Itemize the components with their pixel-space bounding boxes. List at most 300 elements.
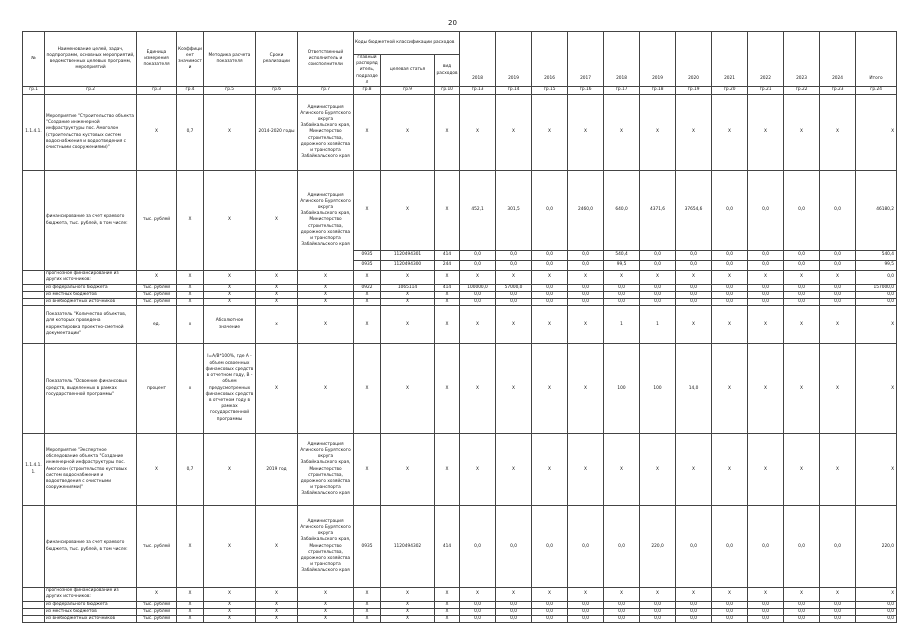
header-year: 2024 <box>820 32 856 87</box>
cell-grbs: 0922 <box>354 284 381 291</box>
cell-value: 0,0 <box>604 291 640 298</box>
cell-unit: процент <box>137 344 177 434</box>
cell-grbs: X <box>354 344 381 434</box>
cell-value: X <box>820 306 856 344</box>
row-num: 1.1.4.1. <box>23 95 45 171</box>
cell-value: 0,0 <box>784 171 820 251</box>
row-num <box>23 601 45 608</box>
header-coef: Коэффициент значимости <box>177 32 204 87</box>
cell-value: 0,0 <box>604 608 640 615</box>
cell-value: 0,0 <box>712 284 748 291</box>
cell-grbs: X <box>354 588 381 601</box>
cell-coef: x <box>177 344 204 434</box>
cell-term: X <box>256 616 298 623</box>
cell-value: X <box>640 588 676 601</box>
column-numbers-row <box>23 87 897 95</box>
cell-coef: X <box>177 608 204 615</box>
cell-value: 0,0 <box>568 608 604 615</box>
cell-csr: X <box>381 291 435 298</box>
cell-coef: 0,7 <box>177 95 204 171</box>
row-name: финансирование за счет краевого бюджета, тыс. рублей, в том числе: <box>45 171 137 271</box>
cell-value: 0,0 <box>712 298 748 305</box>
cell-value: 640,0 <box>604 171 640 251</box>
cell-value: 540,4 <box>604 251 640 261</box>
header-resp: Ответственный исполнитель и соисполнители <box>298 32 354 87</box>
cell-unit: тыс. рублей <box>137 291 177 298</box>
row-name: из местных бюджетов <box>45 608 137 615</box>
cell-unit: X <box>137 588 177 601</box>
table-row <box>23 171 897 251</box>
cell-value: 0,0 <box>712 506 748 588</box>
cell-coef: X <box>177 588 204 601</box>
cell-value: 0,0 <box>712 171 748 251</box>
cell-value: 0,0 <box>496 298 532 305</box>
cell-value: 2460,0 <box>568 171 604 251</box>
column-number: гр.10 <box>435 87 460 95</box>
cell-value: 0,0 <box>784 608 820 615</box>
cell-value: 0,0 <box>748 251 784 261</box>
cell-total: 0,0 <box>856 271 897 284</box>
header-term: Сроки реализации <box>256 32 298 87</box>
cell-csr: X <box>381 298 435 305</box>
cell-value: 0,0 <box>532 608 568 615</box>
cell-total: 46180,2 <box>856 171 897 251</box>
row-num <box>23 306 45 344</box>
cell-value: 0,0 <box>640 601 676 608</box>
cell-vr: X <box>435 601 460 608</box>
cell-value: 0,0 <box>712 251 748 261</box>
header-grbs: главный распорядитель, подраздел <box>354 55 381 87</box>
row-num <box>23 271 45 284</box>
cell-csr: X <box>381 588 435 601</box>
cell-term: X <box>256 506 298 588</box>
cell-value: 0,0 <box>604 298 640 305</box>
cell-value: X <box>712 306 748 344</box>
cell-total: 220,0 <box>856 506 897 588</box>
cell-value: X <box>784 306 820 344</box>
cell-method: X <box>204 284 256 291</box>
column-number: гр.13 <box>460 87 496 95</box>
cell-term: X <box>256 171 298 271</box>
cell-value: 0,0 <box>496 616 532 623</box>
page-number: 20 <box>448 19 457 27</box>
cell-value: X <box>460 95 496 171</box>
header-csr: целевая статья <box>381 55 435 87</box>
cell-value: 0,0 <box>460 608 496 615</box>
cell-value: X <box>676 271 712 284</box>
cell-value: 0,0 <box>712 261 748 271</box>
cell-value: 0,0 <box>820 608 856 615</box>
cell-unit: тыс. рублей <box>137 171 177 271</box>
column-number: гр.19 <box>676 87 712 95</box>
header-year: 2022 <box>748 32 784 87</box>
cell-value: 0,0 <box>676 616 712 623</box>
column-number: гр.5 <box>204 87 256 95</box>
cell-value: 0,0 <box>676 291 712 298</box>
row-num <box>23 298 45 305</box>
cell-unit: тыс. рублей <box>137 298 177 305</box>
cell-value: X <box>712 588 748 601</box>
cell-csr: X <box>381 344 435 434</box>
cell-value: X <box>496 588 532 601</box>
cell-value: 220,0 <box>640 506 676 588</box>
cell-csr: X <box>381 601 435 608</box>
row-name: Показатель "Освоение финансовых средств, выделенных в рамках государственной программы" <box>45 344 137 434</box>
cell-value: X <box>784 95 820 171</box>
cell-value: 0,0 <box>568 616 604 623</box>
cell-value: X <box>748 344 784 434</box>
column-number: гр.9 <box>381 87 435 95</box>
cell-grbs: X <box>354 171 381 251</box>
cell-value: 0,0 <box>820 291 856 298</box>
cell-value: 0,0 <box>460 506 496 588</box>
cell-grbs: 0935 <box>354 251 381 261</box>
cell-value: 0,0 <box>712 616 748 623</box>
row-name: прогнозное финансирование из других источников: <box>45 588 137 601</box>
cell-coef: X <box>177 291 204 298</box>
cell-term: x <box>256 306 298 344</box>
cell-value: X <box>568 95 604 171</box>
cell-value: 452,1 <box>460 171 496 251</box>
cell-value: 14,0 <box>676 344 712 434</box>
cell-value: 0,0 <box>820 298 856 305</box>
cell-value: 0,0 <box>460 251 496 261</box>
cell-method: X <box>204 271 256 284</box>
cell-method: X <box>204 608 256 615</box>
cell-value: 0,0 <box>568 601 604 608</box>
cell-grbs: X <box>354 271 381 284</box>
cell-value: 57000,0 <box>496 284 532 291</box>
cell-value: 301,5 <box>496 171 532 251</box>
cell-value: 1 <box>604 306 640 344</box>
header-year: 2016 <box>532 32 568 87</box>
cell-value: X <box>532 271 568 284</box>
cell-value: 0,0 <box>532 284 568 291</box>
cell-value: X <box>604 271 640 284</box>
cell-value: 0,0 <box>496 601 532 608</box>
cell-coef: X <box>177 298 204 305</box>
cell-value: 0,0 <box>460 291 496 298</box>
cell-resp: X <box>298 616 354 623</box>
cell-value: X <box>820 271 856 284</box>
cell-term: 2014-2020 годы <box>256 95 298 171</box>
cell-value: 37654,6 <box>676 171 712 251</box>
cell-value: X <box>784 588 820 601</box>
cell-value: X <box>496 271 532 284</box>
cell-value: 0,0 <box>820 616 856 623</box>
cell-value: 0,0 <box>784 261 820 271</box>
cell-term: X <box>256 608 298 615</box>
cell-value: X <box>532 588 568 601</box>
cell-value: 0,0 <box>748 616 784 623</box>
column-number: гр.1 <box>23 87 45 95</box>
cell-value: X <box>676 588 712 601</box>
cell-value: 0,0 <box>748 601 784 608</box>
cell-grbs: 0935 <box>354 261 381 271</box>
cell-unit: тыс. рублей <box>137 616 177 623</box>
cell-value: X <box>460 271 496 284</box>
cell-resp: X <box>298 344 354 434</box>
cell-value: 0,0 <box>532 291 568 298</box>
cell-csr: 1120494300 <box>381 261 435 271</box>
cell-value: 0,0 <box>820 251 856 261</box>
header-unit: Единица измерения показателя <box>137 32 177 87</box>
cell-value: X <box>532 344 568 434</box>
row-name: Мероприятие "Строительство объекта "Создание инженерной инфраструктуры пос. Амоголон (строительство кустовых систем водоснабжения и водоотведения с очистными сооружениями)" <box>45 95 137 171</box>
cell-resp: X <box>298 271 354 284</box>
cell-value: X <box>820 95 856 171</box>
cell-value: 0,0 <box>568 284 604 291</box>
cell-csr: 1065114 <box>381 284 435 291</box>
row-num <box>23 284 45 291</box>
cell-value: X <box>748 95 784 171</box>
cell-value: X <box>604 434 640 506</box>
cell-grbs: X <box>354 434 381 506</box>
column-number: гр.18 <box>640 87 676 95</box>
cell-value: 0,0 <box>676 601 712 608</box>
cell-value: X <box>748 588 784 601</box>
cell-method: X <box>204 616 256 623</box>
table-header-row <box>23 32 897 55</box>
cell-vr: 414 <box>435 506 460 588</box>
cell-method: X <box>204 298 256 305</box>
cell-value: X <box>604 95 640 171</box>
row-name: из местных бюджетов <box>45 291 137 298</box>
cell-value: 0,0 <box>532 261 568 271</box>
cell-value: X <box>676 306 712 344</box>
row-name: Показатель "Количество объектов, для которых проведена корректировка проектно-сметной документации" <box>45 306 137 344</box>
cell-value: 0,0 <box>604 506 640 588</box>
cell-total: 0,0 <box>856 608 897 615</box>
cell-value: 0,0 <box>496 261 532 271</box>
cell-csr: X <box>381 271 435 284</box>
row-num <box>23 608 45 615</box>
cell-value: X <box>748 271 784 284</box>
row-name: финансирование за счет краевого бюджета, тыс. рублей, в том числе: <box>45 506 137 588</box>
cell-value: 0,0 <box>496 506 532 588</box>
row-name: из федерального бюджета <box>45 284 137 291</box>
cell-method: X <box>204 601 256 608</box>
cell-value: 0,0 <box>568 291 604 298</box>
cell-value: 0,0 <box>712 608 748 615</box>
header-total: Итого <box>856 32 897 87</box>
cell-method: I=A/B*100%, где А - объем освоенных финансовых средств в отчетном году, В - объем предусмотренных финансовых средств в отчетном году в рамках государственной программы <box>204 344 256 434</box>
cell-vr: 414 <box>435 251 460 261</box>
column-number: гр.21 <box>748 87 784 95</box>
cell-csr: 1120494302 <box>381 506 435 588</box>
cell-resp: X <box>298 291 354 298</box>
cell-value: X <box>784 271 820 284</box>
cell-value: 0,0 <box>784 284 820 291</box>
cell-value: 0,0 <box>640 608 676 615</box>
cell-value: 0,0 <box>676 261 712 271</box>
row-num <box>23 616 45 623</box>
cell-total: X <box>856 588 897 601</box>
cell-value: 0,0 <box>532 601 568 608</box>
cell-value: 100 <box>604 344 640 434</box>
cell-value: 0,0 <box>496 251 532 261</box>
cell-value: X <box>784 434 820 506</box>
column-number: гр.14 <box>496 87 532 95</box>
cell-vr: X <box>435 271 460 284</box>
cell-value: 0,0 <box>604 284 640 291</box>
cell-value: 0,0 <box>820 171 856 251</box>
cell-value: X <box>568 306 604 344</box>
cell-value: 0,0 <box>784 601 820 608</box>
cell-value: 0,0 <box>496 608 532 615</box>
column-number: гр.15 <box>532 87 568 95</box>
cell-value: X <box>820 344 856 434</box>
row-name: из внебюджетных источников <box>45 298 137 305</box>
row-name: из внебюджетных источников <box>45 616 137 623</box>
header-year: 2019 <box>640 32 676 87</box>
column-number: гр.20 <box>712 87 748 95</box>
cell-total: 0,0 <box>856 601 897 608</box>
cell-grbs: X <box>354 291 381 298</box>
cell-resp: Администрация Агинского Бурятского округа Забайкальского края, Министерство строительства, дорожного хозяйства и транспорта Забайкальского края <box>298 506 354 588</box>
cell-value: 0,0 <box>676 251 712 261</box>
cell-resp: Администрация Агинского Бурятского округа Забайкальского края, Министерство строительства, дорожного хозяйства и транспорта Забайкальского края <box>298 95 354 171</box>
header-year: 2021 <box>712 32 748 87</box>
cell-value: X <box>640 434 676 506</box>
cell-vr: X <box>435 171 460 251</box>
cell-value: 0,0 <box>568 251 604 261</box>
cell-grbs: X <box>354 616 381 623</box>
cell-value: 0,0 <box>640 284 676 291</box>
cell-term: X <box>256 284 298 291</box>
cell-coef: X <box>177 506 204 588</box>
cell-term: X <box>256 601 298 608</box>
cell-value: X <box>712 271 748 284</box>
cell-value: X <box>496 344 532 434</box>
cell-value: 0,0 <box>640 616 676 623</box>
cell-term: X <box>256 588 298 601</box>
column-number: гр.24 <box>856 87 897 95</box>
cell-resp: X <box>298 608 354 615</box>
table-row <box>23 298 897 305</box>
cell-value: 0,0 <box>640 251 676 261</box>
column-number: гр.16 <box>568 87 604 95</box>
row-num <box>23 344 45 434</box>
table-row <box>23 588 897 601</box>
cell-term: X <box>256 298 298 305</box>
table-row <box>23 271 897 284</box>
cell-value: 0,0 <box>676 608 712 615</box>
header-year: 2018 <box>604 32 640 87</box>
cell-unit: тыс. рублей <box>137 506 177 588</box>
cell-method: Абсолютное значение <box>204 306 256 344</box>
table-row <box>23 434 897 506</box>
cell-resp: X <box>298 284 354 291</box>
cell-value: 0,0 <box>712 601 748 608</box>
cell-csr: X <box>381 95 435 171</box>
row-name: прогнозное финансирование из других источников: <box>45 271 137 284</box>
column-number: гр.23 <box>820 87 856 95</box>
cell-value: X <box>676 434 712 506</box>
cell-value: X <box>748 434 784 506</box>
cell-grbs: 0935 <box>354 506 381 588</box>
cell-total: 99,5 <box>856 261 897 271</box>
cell-value: 0,0 <box>640 291 676 298</box>
cell-total: X <box>856 95 897 171</box>
table-row <box>23 608 897 615</box>
cell-value: X <box>532 434 568 506</box>
cell-value: 0,0 <box>460 616 496 623</box>
cell-coef: X <box>177 171 204 271</box>
cell-unit: тыс. рублей <box>137 601 177 608</box>
row-num <box>23 291 45 298</box>
cell-vr: X <box>435 291 460 298</box>
cell-value: 0,0 <box>820 601 856 608</box>
cell-value: X <box>820 434 856 506</box>
header-year: 2017 <box>568 32 604 87</box>
cell-value: 0,0 <box>460 298 496 305</box>
cell-value: 0,0 <box>820 261 856 271</box>
cell-value: 0,0 <box>568 506 604 588</box>
cell-coef: x <box>177 306 204 344</box>
cell-value: X <box>568 588 604 601</box>
cell-value: 0,0 <box>784 251 820 261</box>
cell-vr: 244 <box>435 261 460 271</box>
cell-value: X <box>712 434 748 506</box>
cell-value: X <box>712 344 748 434</box>
cell-coef: X <box>177 601 204 608</box>
cell-total: 0,0 <box>856 291 897 298</box>
cell-csr: X <box>381 616 435 623</box>
cell-vr: X <box>435 434 460 506</box>
cell-term: 2019 год <box>256 434 298 506</box>
cell-value: 0,0 <box>784 616 820 623</box>
cell-value: 0,0 <box>676 284 712 291</box>
cell-value: 0,0 <box>820 284 856 291</box>
table-row <box>23 616 897 623</box>
cell-unit: ед. <box>137 306 177 344</box>
header-year: 2020 <box>676 32 712 87</box>
cell-value: 0,0 <box>748 608 784 615</box>
cell-unit: X <box>137 434 177 506</box>
column-number: гр.6 <box>256 87 298 95</box>
cell-coef: X <box>177 284 204 291</box>
cell-value: 0,0 <box>784 298 820 305</box>
column-number: гр.17 <box>604 87 640 95</box>
cell-value: 0,0 <box>748 284 784 291</box>
table-row <box>23 284 897 291</box>
cell-method: X <box>204 171 256 271</box>
cell-value: X <box>568 271 604 284</box>
cell-value: 0,0 <box>640 298 676 305</box>
row-name: Мероприятие "Экспертное обследование объекта "Создание инженерной инфраструктуры пос. Амоголон (строительство кустовых систем водоснабжения и водоотведения с очистными сооружениями)" <box>45 434 137 506</box>
cell-value: 4371,6 <box>640 171 676 251</box>
cell-method: X <box>204 588 256 601</box>
cell-vr: X <box>435 344 460 434</box>
cell-value: 99,5 <box>604 261 640 271</box>
cell-value: 0,0 <box>748 171 784 251</box>
cell-value: 0,0 <box>532 616 568 623</box>
cell-method: X <box>204 506 256 588</box>
cell-term: X <box>256 271 298 284</box>
cell-value: 100000,0 <box>460 284 496 291</box>
cell-resp: X <box>298 306 354 344</box>
header-vr: вид расходов <box>435 55 460 87</box>
cell-value: X <box>460 434 496 506</box>
cell-vr: X <box>435 306 460 344</box>
table-row <box>23 306 897 344</box>
cell-total: X <box>856 434 897 506</box>
column-number: гр.22 <box>784 87 820 95</box>
cell-method: X <box>204 434 256 506</box>
cell-value: 0,0 <box>604 601 640 608</box>
header-method: Методика расчета показателя <box>204 32 256 87</box>
